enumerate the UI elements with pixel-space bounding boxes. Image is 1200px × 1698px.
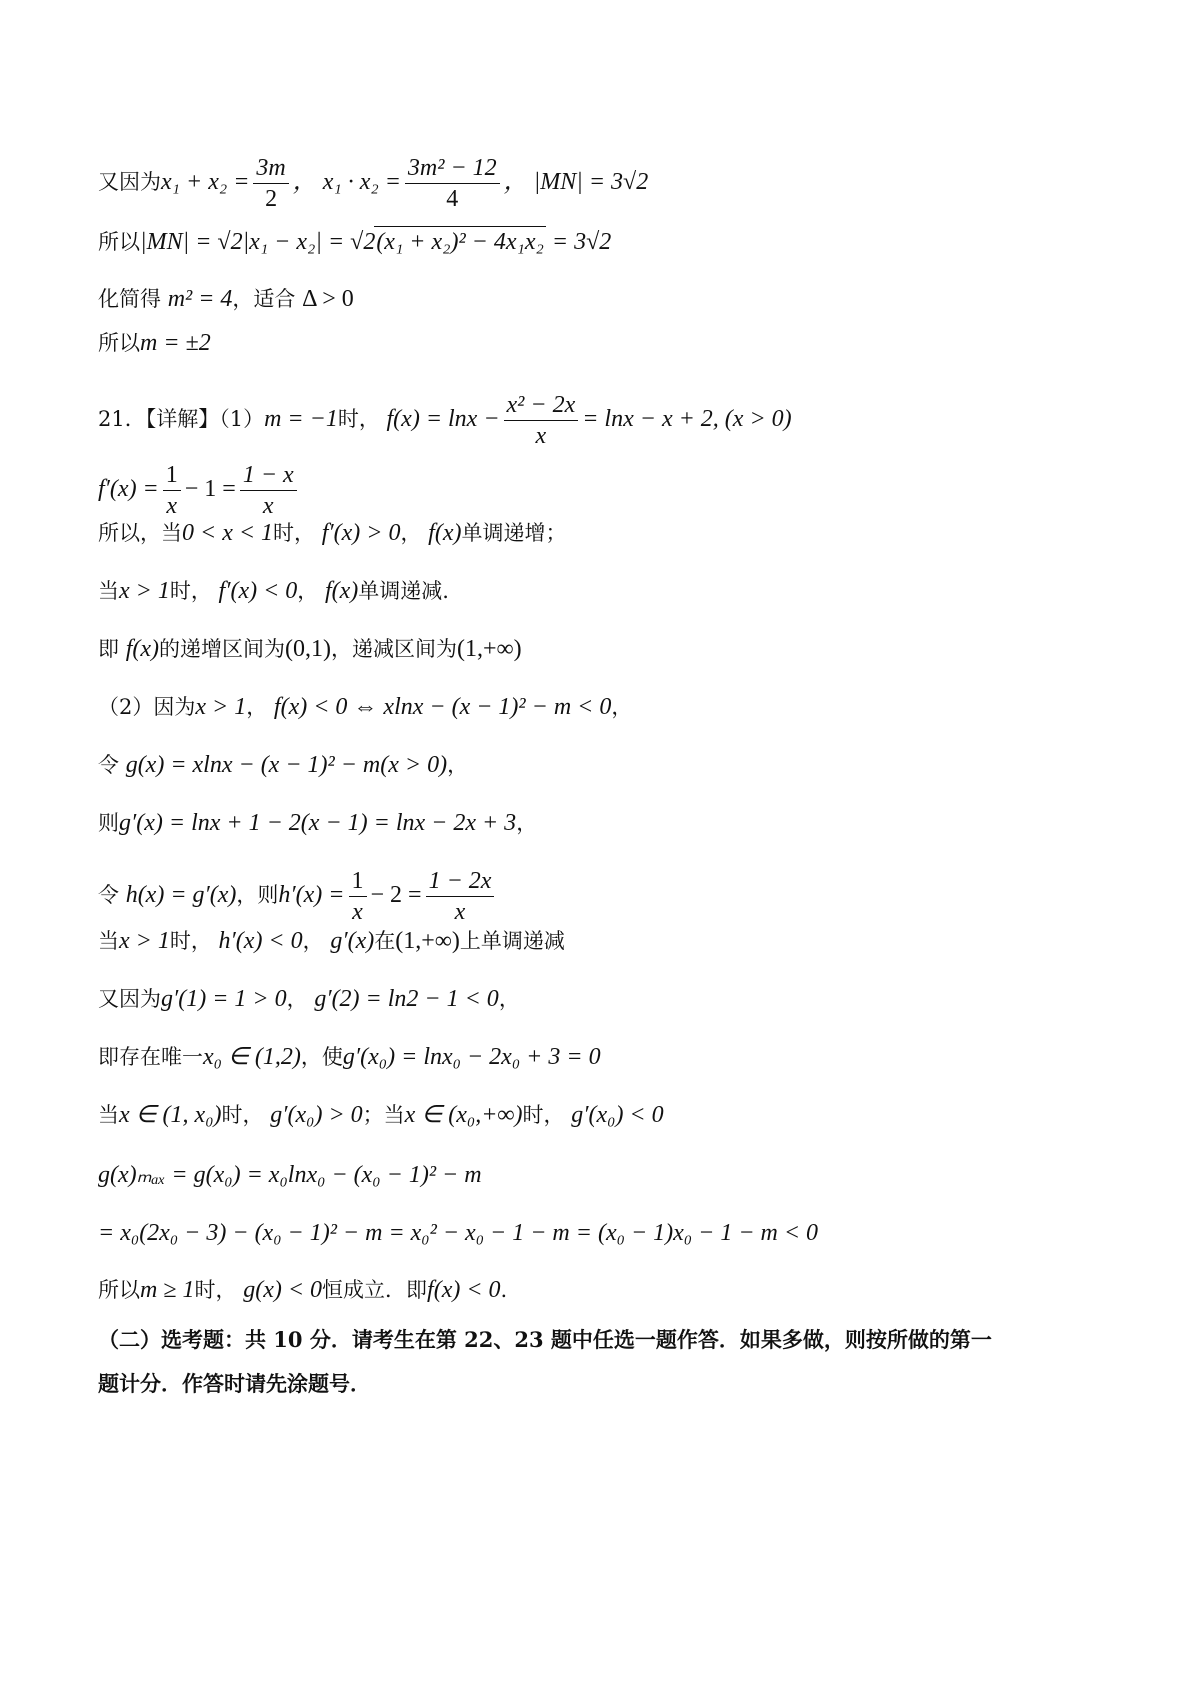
text: ，适合 [232, 287, 296, 311]
line-g-decreasing [98, 926, 565, 956]
math: = 3√2 [551, 229, 612, 255]
math: (0,1) [285, 636, 331, 662]
line-increasing [98, 518, 566, 548]
math: 0 < x < 1 [182, 520, 274, 546]
fraction [426, 866, 495, 927]
fraction [163, 460, 181, 521]
text: 时， [522, 1103, 565, 1127]
math: (1,+∞) [456, 636, 522, 662]
math: g(x) < 0 [243, 1277, 323, 1303]
line-decreasing [98, 576, 449, 606]
math: − 1 = [184, 476, 236, 502]
denominator: x [166, 493, 178, 519]
math: x > 1 [119, 578, 170, 604]
math: g′(x₀) > 0 [270, 1102, 363, 1128]
text: ， [297, 579, 319, 603]
numerator: 3m² − 12 [405, 153, 500, 184]
math: x₀ ∈ (1,2) [203, 1044, 301, 1070]
line-unique-root [98, 1042, 601, 1072]
fraction [349, 866, 367, 927]
math: g′(x) [330, 928, 375, 954]
line-conclusion [98, 1275, 507, 1305]
denominator: 4 [446, 186, 459, 212]
line-mn-length [98, 226, 611, 257]
text: ；当 [362, 1103, 405, 1127]
denominator: x [262, 493, 274, 519]
text: 又因为 [98, 170, 161, 194]
text: 当 [98, 1103, 119, 1127]
math: x > 1 [195, 694, 247, 720]
math: (1,+∞) [395, 928, 460, 954]
sqrt-radicand: (x₁ + x₂)² − 4x₁x₂ [374, 226, 546, 257]
math: f′(x) < 0 [218, 578, 298, 604]
text: ， [516, 811, 538, 835]
line-part2 [98, 692, 632, 722]
text: 时， [221, 1103, 264, 1127]
text: 当 [98, 579, 119, 603]
numerator: 1 [349, 866, 367, 897]
math: g′(x₀) < 0 [571, 1102, 664, 1128]
math: h(x) = g′(x) [125, 882, 237, 908]
math: Δ > 0 [302, 286, 354, 312]
numerator: 1 [163, 460, 181, 491]
denominator: 2 [265, 186, 278, 212]
text: 在 [374, 929, 396, 953]
math: x ∈ (1, x₀) [119, 1102, 222, 1128]
text: ， [400, 521, 422, 545]
text: 即 [98, 637, 119, 661]
line-derivative [98, 460, 301, 521]
text: ， [447, 753, 469, 777]
text: 当 [98, 929, 119, 953]
text: ，则 [236, 883, 279, 907]
line-m-result [98, 328, 211, 358]
text: 时， [169, 929, 212, 953]
math: m = −1 [264, 406, 338, 432]
math: x > 1 [119, 928, 170, 954]
line-define-h [98, 866, 498, 927]
line-intervals [98, 634, 522, 664]
fraction [253, 153, 288, 214]
math: h′(x) < 0 [218, 928, 303, 954]
text: ，使 [300, 1045, 343, 1069]
text: 所以，当 [98, 521, 182, 545]
numerator: 3m [253, 153, 288, 184]
line-sign-analysis [98, 1100, 664, 1130]
math: f′(x) = [98, 476, 159, 502]
math: ， |MN| = 3√2 [503, 169, 649, 195]
fraction [504, 390, 579, 451]
math: f(x) [428, 520, 462, 546]
text: 时， [169, 579, 212, 603]
math: m = ±2 [140, 330, 211, 356]
text: 上单调递减 [459, 929, 565, 953]
text: 时， [194, 1278, 237, 1302]
math: f(x) = lnx − [386, 406, 500, 432]
numerator: 1 − x [240, 460, 297, 491]
line-g-max-simplified [98, 1218, 818, 1248]
text: ， [611, 695, 633, 719]
math: g′(1) = 1 > 0 [161, 986, 287, 1012]
math: |MN| = √2|x₁ − x₂| = √2 [140, 229, 376, 255]
text: 则 [98, 811, 119, 835]
text: 所以 [98, 230, 140, 254]
math: f(x) [324, 578, 359, 604]
text: 单调递减. [358, 579, 449, 603]
denominator: x [535, 423, 547, 449]
numerator: 1 − 2x [426, 866, 495, 897]
text: 所以 [98, 1278, 140, 1302]
math: g(x) = xlnx − (x − 1)² − m(x > 0) [125, 752, 448, 778]
text: 又因为 [98, 987, 161, 1011]
line-g-max [98, 1160, 482, 1190]
question-label: 21．【详解】（1） [98, 407, 265, 431]
text: 单调递增； [461, 521, 567, 545]
text: 的递增区间为 [159, 637, 285, 661]
text: ， [302, 929, 324, 953]
denominator: x [352, 899, 363, 925]
math: m² = 4 [167, 286, 233, 312]
line-g-values [98, 984, 520, 1014]
text: 令 [98, 753, 119, 777]
text: 化简得 [98, 287, 161, 311]
math: g′(2) = ln2 − 1 < 0 [314, 986, 499, 1012]
math: f(x) < 0 ⇔ xlnx − (x − 1)² − m < 0 [273, 694, 612, 720]
text: 令 [98, 883, 119, 907]
math: m ≥ 1 [140, 1277, 195, 1303]
math: f′(x) > 0 [321, 520, 401, 546]
text: 恒成立．即 [322, 1278, 428, 1302]
math: x ∈ (x₀,+∞) [404, 1102, 523, 1128]
text: 时， [273, 521, 316, 545]
math: h′(x) = [278, 882, 345, 908]
math: ， x₁ · x₂ = [292, 169, 401, 195]
text: 所以 [98, 331, 140, 355]
text: 即存在唯一 [98, 1045, 203, 1069]
math: x₁ + x₂ = [161, 169, 250, 195]
math: − 2 = [370, 882, 422, 908]
math: g′(x) = lnx + 1 − 2(x − 1) = lnx − 2x + 3 [119, 810, 517, 836]
text: ， [498, 987, 520, 1011]
text: . [500, 1278, 508, 1302]
fraction [240, 460, 297, 521]
line-sum-product [98, 153, 648, 214]
numerator: x² − 2x [504, 390, 579, 421]
text: （2）因为 [98, 695, 196, 719]
line-simplify [98, 284, 354, 314]
text: ，递减区间为 [330, 637, 457, 661]
math: f(x) [125, 636, 159, 662]
text: ， [246, 695, 268, 719]
line-q21-part1 [98, 390, 792, 451]
math: g′(x₀) = lnx₀ − 2x₀ + 3 = 0 [342, 1044, 601, 1070]
math: = x₀(2x₀ − 3) − (x₀ − 1)² − m = x₀² − x₀ − 1 − m = (x₀ − 1)x₀ − 1 − m < 0 [98, 1220, 819, 1246]
section-heading-line1: （二）选考题：共 10 分．请考生在第 22、23 题中任选一题作答．如果多做，则按所做的第一 [98, 1327, 992, 1352]
math: f(x) < 0 [427, 1277, 501, 1303]
line-define-g [98, 750, 468, 780]
denominator: x [454, 899, 466, 925]
fraction [405, 153, 500, 214]
math: = lnx − x + 2, (x > 0) [582, 406, 792, 432]
math: g(x)ₘₐₓ = g(x₀) = x₀lnx₀ − (x₀ − 1)² − m [98, 1162, 482, 1188]
line-g-derivative [98, 808, 537, 838]
text: ， [286, 987, 308, 1011]
section-heading-line2: 题计分．作答时请先涂题号． [98, 1371, 371, 1396]
text: 时， [337, 407, 380, 431]
